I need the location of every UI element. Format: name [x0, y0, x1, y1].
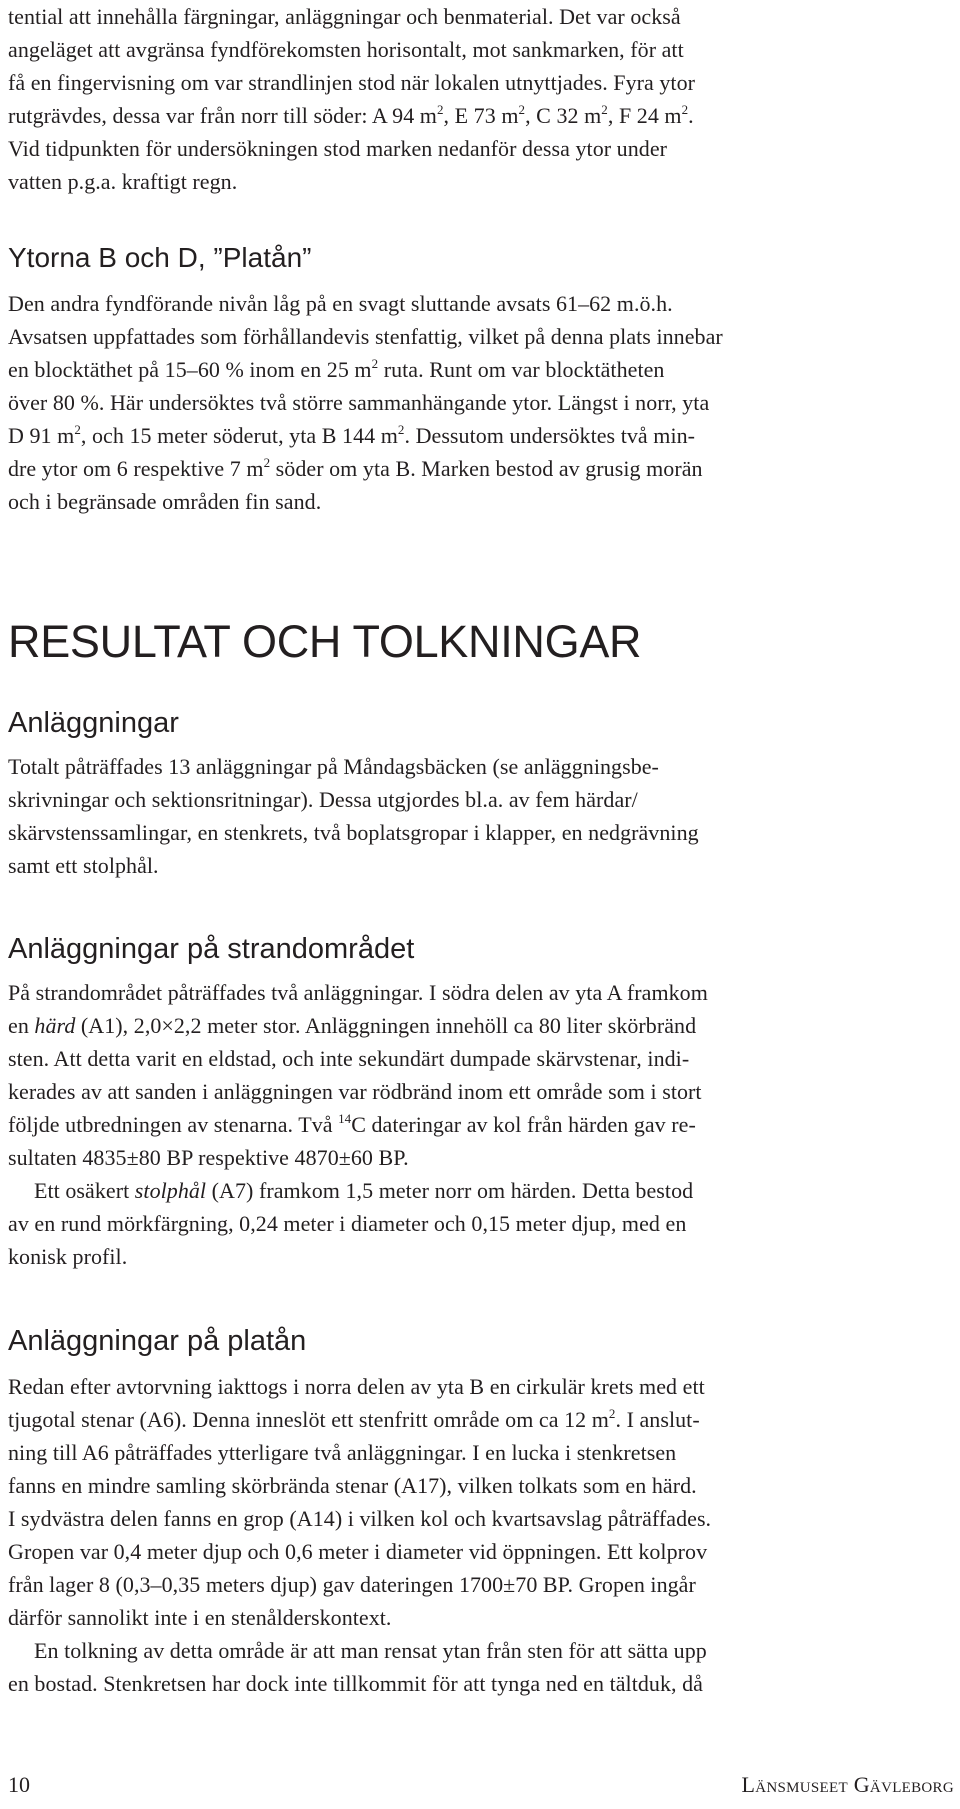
- text-line: en blocktäthet på 15–60 % inom en 25 $m^2$ ruta. Runt om var blocktätheten: [8, 355, 665, 382]
- text-line: Totalt påträffades 13 anläggningar på Måndagsbäcken (se anläggningsbe-: [8, 754, 659, 779]
- text-line: kerades av att sanden i anläggningen var rödbränd inom ett område som i stort: [8, 1079, 702, 1104]
- subheading-platan: Anläggningar på platån: [8, 1325, 307, 1357]
- intro-paragraph: [8, 0, 958, 198]
- strandomradet-paragraph: [8, 976, 958, 1273]
- text-line: Den andra fyndförande nivån låg på en svagt sluttande avsats 61–62 m.ö.h.: [8, 291, 673, 316]
- text-line: En tolkning av detta område är att man rensat ytan från sten för att sätta upp: [34, 1638, 707, 1663]
- section-heading-platan: Ytorna B och D, ”Platån”: [8, 242, 312, 273]
- text-line: ning till A6 påträffades ytterligare två anläggningar. I en lucka i stenkretsen: [8, 1440, 677, 1465]
- publisher-name: Länsmuseet Gävleborg: [741, 1772, 954, 1797]
- text-line: vatten p.g.a. kraftigt regn.: [8, 169, 238, 194]
- text-line: en bostad. Stenkretsen har dock inte tillkommit för att tynga ned en tältduk, då: [8, 1671, 704, 1696]
- text-line: och i begränsade områden fin sand.: [8, 489, 322, 514]
- text-line: Vid tidpunkten för undersökningen stod marken nedanför dessa ytor under: [8, 136, 668, 161]
- text-line: tjugotal stenar (A6). Denna inneslöt ett stenfritt område om ca 12 $m^2$. I anslut-: [8, 1405, 700, 1432]
- text-line: På strandområdet påträffades två anläggningar. I södra delen av yta A framkom: [8, 980, 708, 1005]
- text-line: få en fingervisning om var strandlinjen stod när lokalen utnyttjades. Fyra ytor: [8, 70, 696, 95]
- text-line: Gropen var 0,4 meter djup och 0,6 meter i diameter vid öppningen. Ett kolprov: [8, 1539, 708, 1564]
- text-line: samt ett stolphål.: [8, 853, 159, 878]
- text-line: av en rund mörkfärgning, 0,24 meter i diameter och 0,15 meter djup, med en: [8, 1211, 687, 1236]
- text-line: Redan efter avtorvning iakttogs i norra delen av yta B en cirkulär krets med ett: [8, 1374, 705, 1399]
- platan-paragraph: [8, 287, 958, 518]
- text-line: I sydvästra delen fanns en grop (A14) i vilken kol och kvartsavslag påträffades.: [8, 1506, 712, 1531]
- results-heading: RESULTAT OCH TOLKNINGAR: [8, 616, 642, 667]
- subheading-strandomradet: Anläggningar på strandområdet: [8, 933, 415, 965]
- page-number: 10: [8, 1772, 30, 1797]
- text-line: sultaten 4835±80 BP respektive 4870±60 BP.: [8, 1145, 409, 1170]
- text-line: rutgrävdes, dessa var från norr till söder: A 94 $m^2$, E 73 $m^2$, C 32 $m^2$, F 24 $m^2$.: [8, 101, 694, 128]
- text-line: tential att innehålla färgningar, anläggningar och benmaterial. Det var också: [8, 4, 681, 29]
- text-line: Avsatsen uppfattades som förhållandevis stenfattig, vilket på denna plats innebar: [8, 324, 723, 349]
- anlaggningar-paragraph: [8, 750, 958, 882]
- text-line: skärvstenssamlingar, en stenkrets, två boplatsgropar i klapper, en nedgrävning: [8, 820, 699, 845]
- text-line: följde utbredningen av stenarna. Två $^{14}$C dateringar av kol från härden gav re-: [8, 1110, 696, 1137]
- text-line: sten. Att detta varit en eldstad, och inte sekundärt dumpade skärvstenar, indi-: [8, 1046, 690, 1071]
- text-line: därför sannolikt inte i en stenålderskontext.: [8, 1605, 392, 1630]
- text-line: fanns en mindre samling skörbrända stenar (A17), vilken tolkats som en härd.: [8, 1473, 697, 1498]
- text-line: en härd (A1), 2,0×2,2 meter stor. Anläggningen innehöll ca 80 liter skörbränd: [8, 1013, 697, 1038]
- platan-results-paragraph: [8, 1370, 958, 1700]
- text-line: konisk profil.: [8, 1244, 128, 1269]
- text-line: angeläget att avgränsa fyndförekomsten horisontalt, mot sankmarken, för att: [8, 37, 684, 62]
- text-line: D 91 $m^2$, och 15 meter söderut, yta B 144 $m^2$. Dessutom undersöktes två min-: [8, 421, 696, 448]
- text-line: skrivningar och sektionsritningar). Dessa utgjordes bl.a. av fem härdar/: [8, 787, 638, 812]
- text-line: Ett osäkert stolphål (A7) framkom 1,5 meter norr om härden. Detta bestod: [34, 1178, 694, 1203]
- text-line: dre ytor om 6 respektive 7 $m^2$ söder om yta B. Marken bestod av grusig morän: [8, 454, 703, 481]
- subheading-anlaggningar: Anläggningar: [8, 707, 179, 739]
- text-line: från lager 8 (0,3–0,35 meters djup) gav dateringen 1700±70 BP. Gropen ingår: [8, 1572, 696, 1597]
- text-line: över 80 %. Här undersöktes två större sammanhängande ytor. Längst i norr, yta: [8, 390, 710, 415]
